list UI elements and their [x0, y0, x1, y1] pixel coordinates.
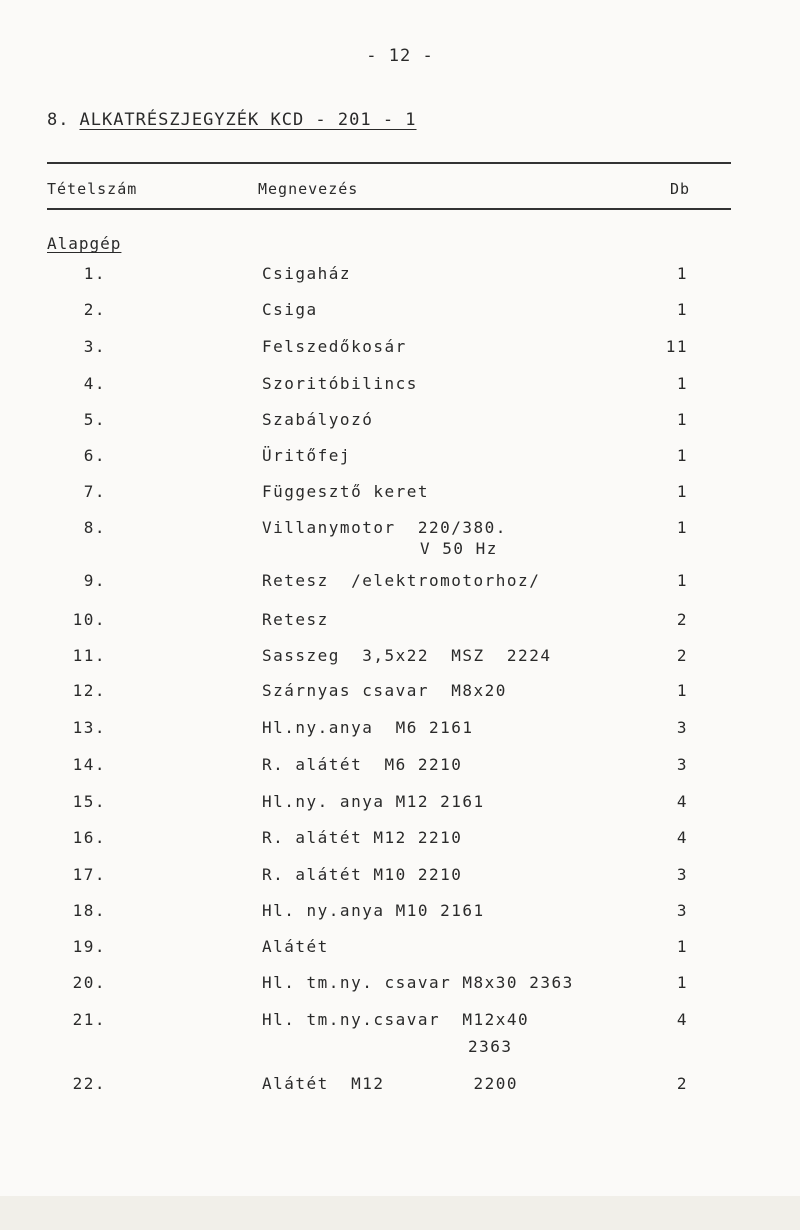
row-name: R. alátét M12 2210: [262, 828, 463, 847]
row-name: Villanymotor 220/380.: [262, 518, 507, 537]
row-qty: 2: [676, 1074, 688, 1093]
row-name: Hl. ny.anya M10 2161: [262, 901, 485, 920]
row-number: 8.: [83, 518, 106, 537]
row-qty: 4: [676, 1010, 688, 1029]
row-name: Alátét M12 2200: [262, 1074, 519, 1093]
page-number: - 12 -: [366, 46, 434, 66]
table-top-rule: [47, 162, 731, 164]
row-number: 14.: [72, 755, 106, 774]
row-qty: 11: [665, 337, 688, 356]
section-number: 8.: [47, 110, 70, 130]
row-qty: 1: [676, 681, 688, 700]
row-qty: 1: [676, 937, 688, 956]
row-number: 12.: [72, 681, 106, 700]
row-qty: 3: [676, 718, 688, 737]
row-name: Hl. tm.ny. csavar M8x30 2363: [262, 973, 574, 992]
header-item-no: Tételszám: [47, 180, 138, 198]
row-qty: 1: [676, 300, 688, 319]
row-name-continued: 2363: [468, 1037, 513, 1056]
row-qty: 1: [676, 571, 688, 590]
row-qty: 3: [676, 901, 688, 920]
row-number: 2.: [83, 300, 106, 319]
row-name: Alátét: [262, 937, 329, 956]
row-qty: 4: [676, 792, 688, 811]
row-qty: 1: [676, 410, 688, 429]
row-number: 13.: [72, 718, 106, 737]
section-title: [47, 110, 417, 130]
row-number: 5.: [83, 410, 106, 429]
row-name: Hl. tm.ny.csavar M12x40: [262, 1010, 530, 1029]
row-number: 15.: [72, 792, 106, 811]
row-name: Retesz: [262, 610, 329, 629]
row-number: 11.: [72, 646, 106, 665]
row-name: Függesztő keret: [262, 482, 429, 501]
row-name: R. alátét M10 2210: [262, 865, 463, 884]
row-name: Csigaház: [262, 264, 352, 283]
row-qty: 1: [676, 446, 688, 465]
row-number: 4.: [83, 374, 106, 393]
row-name: R. alátét M6 2210: [262, 755, 463, 774]
row-number: 18.: [72, 901, 106, 920]
table-header-rule: [47, 208, 731, 210]
header-qty: Db: [669, 180, 690, 198]
row-number: 21.: [72, 1010, 106, 1029]
row-name: Sasszeg 3,5x22 MSZ 2224: [262, 646, 552, 665]
row-qty: 1: [676, 264, 688, 283]
row-number: 6.: [83, 446, 106, 465]
row-name: Hl.ny.anya M6 2161: [262, 718, 474, 737]
row-number: 3.: [83, 337, 106, 356]
row-qty: 1: [676, 518, 688, 537]
row-name: Szabályozó: [262, 410, 374, 429]
row-name: Felszedőkosár: [262, 337, 407, 356]
row-qty: 2: [676, 646, 688, 665]
row-number: 9.: [83, 571, 106, 590]
row-number: 1.: [83, 264, 106, 283]
row-number: 20.: [72, 973, 106, 992]
row-name: Csiga: [262, 300, 318, 319]
header-name: Megnevezés: [258, 180, 359, 198]
row-qty: 2: [676, 610, 688, 629]
row-qty: 4: [676, 828, 688, 847]
row-number: 22.: [72, 1074, 106, 1093]
row-number: 19.: [72, 937, 106, 956]
row-qty: 1: [676, 482, 688, 501]
row-name: Szárnyas csavar M8x20: [262, 681, 507, 700]
row-name-continued: V 50 Hz: [420, 539, 498, 558]
section-title-text: ALKATRÉSZJEGYZÉK KCD - 201 - 1: [79, 110, 417, 130]
row-name: Szoritóbilincs: [262, 374, 418, 393]
row-number: 17.: [72, 865, 106, 884]
row-number: 16.: [72, 828, 106, 847]
row-qty: 1: [676, 374, 688, 393]
row-name: Hl.ny. anya M12 2161: [262, 792, 485, 811]
row-qty: 1: [676, 973, 688, 992]
row-name: Üritőfej: [262, 446, 352, 465]
scan-bottom-edge: [0, 1196, 800, 1230]
row-number: 10.: [72, 610, 106, 629]
row-qty: 3: [676, 865, 688, 884]
row-name: Retesz /elektromotorhoz/: [262, 571, 541, 590]
row-number: 7.: [83, 482, 106, 501]
group-label: Alapgép: [47, 234, 122, 253]
row-qty: 3: [676, 755, 688, 774]
